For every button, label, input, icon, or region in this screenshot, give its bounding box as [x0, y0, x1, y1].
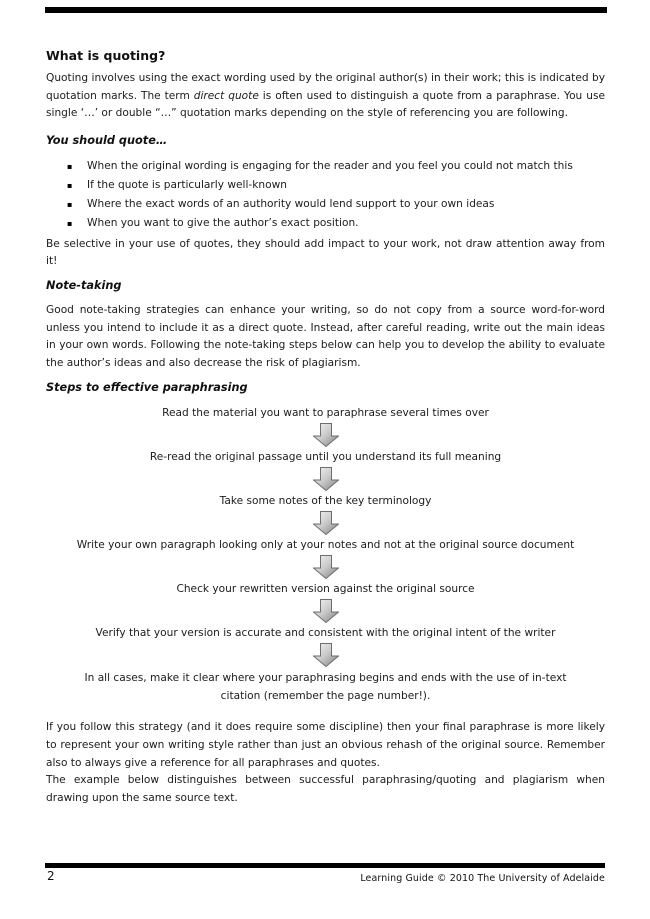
flow-step-3: Take some notes of the key terminology [219, 495, 432, 508]
page-number: 2 [47, 869, 55, 883]
list-item-text: If the quote is particularly well-known [87, 178, 287, 191]
down-arrow-icon [313, 555, 339, 579]
bottom-rule [45, 863, 605, 868]
quote-bullet-list [46, 157, 605, 233]
subheading-steps-to-paraphrasing: Steps to effective paraphrasing [46, 381, 248, 395]
bullet-square-icon: ▪ [67, 180, 73, 190]
flow-step-7: In all cases, make it clear where your paraphrasing begins and ends with the use of in-text citation (remember the page number!). [84, 672, 567, 702]
flow-step-1: Read the material you want to paraphrase several times over [162, 407, 489, 420]
flow-step-4: Write your own paragraph looking only at your notes and not at the original source document [76, 539, 575, 552]
footer-credit: Learning Guide © 2010 The University of Adelaide [360, 873, 605, 884]
page-content [46, 48, 605, 807]
list-item [46, 195, 605, 214]
term-direct-quote: direct quote [193, 89, 259, 102]
subheading-you-should-quote: You should quote… [46, 133, 168, 147]
list-item-text: When the original wording is engaging for the reader and you feel you could not match this [87, 159, 573, 172]
paragraph-closing-example: The example below distinguishes between successful paraphrasing/quoting and plagiarism when drawing upon the same source text. [46, 774, 605, 804]
down-arrow-icon [313, 423, 339, 447]
paragraph-note-taking: Good note-taking strategies can enhance your writing, so do not copy from a source word-for-word unless you intend to include it as a direct quote. Instead, after careful reading, write out the main ideas in your own words. Following the note-taking steps below can help you to develop the ability to evaluate the author’s ideas and also decrease the risk of plagiarism. [46, 303, 605, 369]
paragraph-quoting-intro-post: is often used to distinguish a quote from a paraphrase. You use single ‘…’ or double “…” quotation marks depending on the style of referencing you are following. [46, 89, 605, 120]
flow-step-2: Re-read the original passage until you understand its full meaning [149, 451, 502, 464]
paragraph-quoting-intro-pre: Quoting involves using the exact wording used by the original author(s) in their work; this is indicated by quotation marks. The term [46, 72, 605, 102]
down-arrow-icon [313, 643, 339, 667]
flow-step-6: Verify that your version is accurate and consistent with the original intent of the writer [95, 627, 556, 640]
bullet-square-icon: ▪ [67, 218, 73, 228]
paraphrasing-flowchart [46, 406, 605, 705]
list-item [46, 214, 605, 233]
list-item-text: When you want to give the author’s exact position. [87, 216, 359, 229]
paragraph-be-selective: Be selective in your use of quotes, they should add impact to your work, not draw attention away from it! [46, 237, 605, 268]
bullet-square-icon: ▪ [67, 199, 73, 209]
list-item-text: Where the exact words of an authority would lend support to your own ideas [87, 197, 495, 210]
list-item [46, 157, 605, 176]
bullet-square-icon: ▪ [67, 161, 73, 171]
flow-step-5: Check your rewritten version against the original source [176, 583, 475, 596]
list-item [46, 176, 605, 195]
down-arrow-icon [313, 467, 339, 491]
subheading-note-taking: Note-taking [46, 278, 122, 292]
down-arrow-icon [313, 511, 339, 535]
paragraph-quoting-intro [46, 70, 605, 123]
down-arrow-icon [313, 599, 339, 623]
section-heading-what-is-quoting: What is quoting? [46, 48, 166, 63]
paragraph-closing-strategy: If you follow this strategy (and it does require some discipline) then your final paraphrase is more likely to represent your own writing style rather than just an obvious rehash of the original source. Remember also to always give a reference for all paraphrases and quotes. [46, 721, 605, 769]
top-rule [45, 7, 607, 13]
